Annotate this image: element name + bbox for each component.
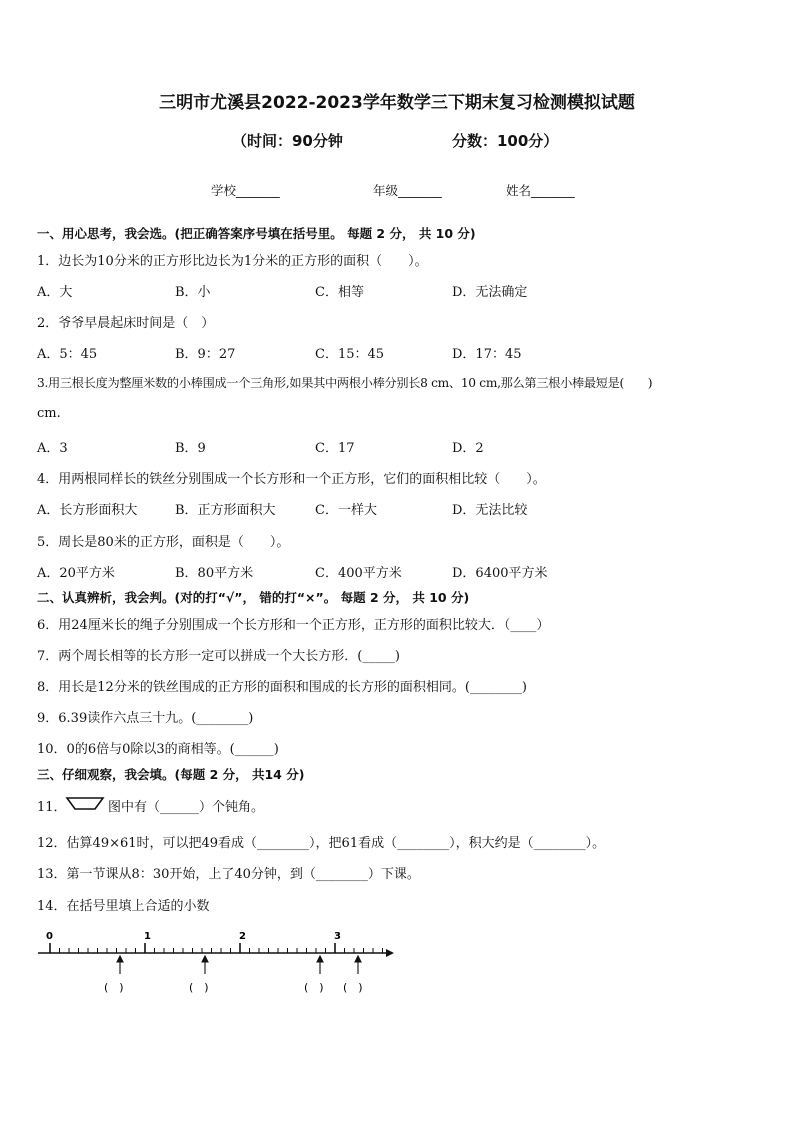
- q4-option-a[interactable]: A．长方形面积大: [37, 503, 138, 518]
- q3-option-c[interactable]: C．17: [315, 441, 355, 456]
- number-line-label-1: 1: [144, 931, 151, 942]
- number-line-label-0: 0: [46, 931, 53, 942]
- q5-option-d[interactable]: D．6400平方米: [452, 566, 548, 581]
- q1-option-c[interactable]: C．相等: [315, 285, 364, 300]
- school-field[interactable]: 学校_______: [211, 183, 280, 198]
- question-4: 4．用两根同样长的铁丝分别围成一个长方形和一个正方形，它们的面积相比较（ ）。: [37, 472, 546, 487]
- q3-option-b[interactable]: B．9: [175, 441, 206, 456]
- q5-option-c[interactable]: C．400平方米: [315, 566, 402, 581]
- section-1-heading: 一、用心思考，我会选。(把正确答案序号填在括号里。 每题 2 分， 共 10 分): [37, 226, 476, 241]
- q2-option-a[interactable]: A．5：45: [37, 347, 98, 362]
- question-1: 1．边长为10分米的正方形比边长为1分米的正方形的面积（ ）。: [37, 254, 428, 269]
- q2-option-d[interactable]: D．17：45: [452, 347, 522, 362]
- answer-blank-3[interactable]: ( ): [304, 981, 324, 994]
- question-8: 8．用长是12分米的铁丝围成的正方形的面积和围成的长方形的面积相同。(________): [37, 680, 527, 695]
- page-title: 三明市尤溪县2022-2023学年数学三下期末复习检测模拟试题: [159, 93, 635, 113]
- q1-option-b[interactable]: B．小: [175, 285, 211, 300]
- answer-blank-4[interactable]: ( ): [343, 981, 363, 994]
- question-13: 13．第一节课从8：30开始，上了40分钟，到（________）下课。: [37, 867, 420, 882]
- grade-field[interactable]: 年级_______: [373, 183, 442, 198]
- question-5: 5．周长是80米的正方形，面积是（ ）。: [37, 535, 290, 550]
- trapezoid-figure: [65, 795, 105, 812]
- answer-blank-1[interactable]: ( ): [104, 981, 124, 994]
- q3-option-d[interactable]: D．2: [452, 441, 484, 456]
- q4-option-b[interactable]: B．正方形面积大: [175, 503, 276, 518]
- q5-option-a[interactable]: A．20平方米: [37, 566, 115, 581]
- question-7: 7．两个周长相等的长方形一定可以拼成一个大长方形．(_____): [37, 649, 400, 664]
- q5-option-b[interactable]: B．80平方米: [175, 566, 254, 581]
- question-3-unit: cm.: [37, 406, 61, 421]
- exam-score: 分数：100分）: [452, 132, 559, 150]
- q1-option-d[interactable]: D．无法确定: [452, 285, 528, 300]
- question-12: 12．估算49×61时，可以把49看成（________），把61看成（________），积大约是（________）。: [37, 836, 606, 851]
- q2-option-b[interactable]: B．9：27: [175, 347, 236, 362]
- q4-option-c[interactable]: C．一样大: [315, 503, 377, 518]
- question-6: 6．用24厘米长的绳子分别围成一个长方形和一个正方形，正方形的面积比较大．（____）: [37, 618, 550, 633]
- number-line: [30, 922, 400, 1002]
- question-9: 9．6.39读作六点三十九。(________): [37, 711, 254, 726]
- question-11: 图中有（______）个钝角。: [108, 800, 265, 815]
- answer-blank-2[interactable]: ( ): [189, 981, 209, 994]
- q4-option-d[interactable]: D．无法比较: [452, 503, 528, 518]
- section-3-heading: 三、仔细观察，我会填。(每题 2 分， 共14 分): [37, 767, 305, 782]
- q2-option-c[interactable]: C．15：45: [315, 347, 385, 362]
- question-10: 10．0的6倍与0除以3的商相等。(______): [37, 742, 279, 757]
- q3-option-a[interactable]: A．3: [37, 441, 68, 456]
- name-field[interactable]: 姓名_______: [506, 183, 575, 198]
- question-14: 14．在括号里填上合适的小数: [37, 899, 210, 914]
- exam-time: （时间：90分钟: [232, 132, 343, 150]
- question-2: 2．爷爷早晨起床时间是（ ）: [37, 316, 215, 331]
- section-2-heading: 二、认真辨析，我会判。(对的打“√”， 错的打“×”。 每题 2 分， 共 10 分): [37, 590, 470, 605]
- q1-option-a[interactable]: A．大: [37, 285, 73, 300]
- number-line-label-3: 3: [334, 931, 341, 942]
- question-3: 3.用三根长度为整厘米数的小棒围成一个三角形,如果其中两根小棒分别长8 cm、10 cm,那么第三根小棒最短是( ): [37, 376, 653, 390]
- number-line-label-2: 2: [239, 931, 246, 942]
- question-11-number: 11．: [37, 800, 67, 815]
